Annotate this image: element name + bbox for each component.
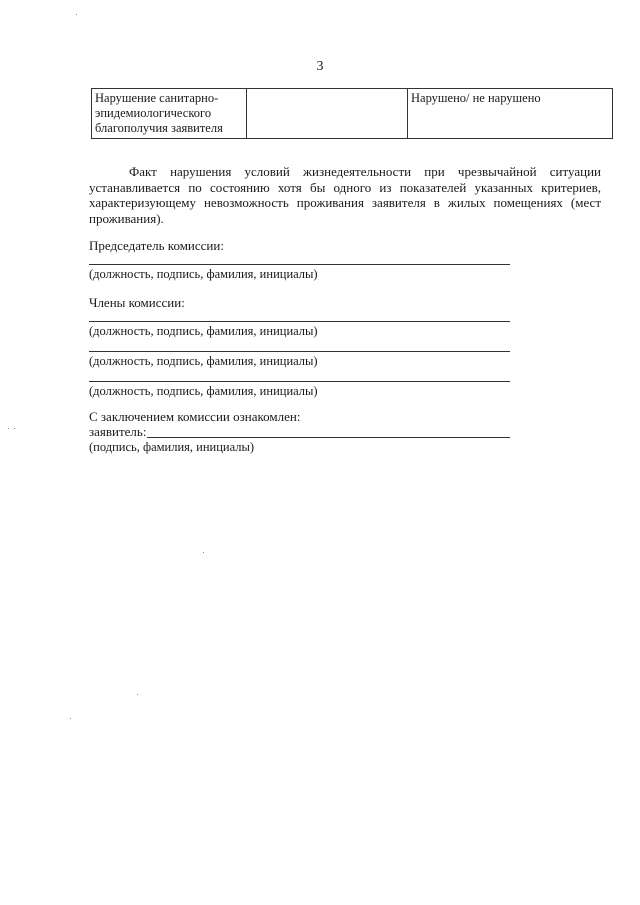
member-caption-1: (должность, подпись, фамилия, инициалы) (89, 324, 318, 338)
applicant-caption: (подпись, фамилия, инициалы) (89, 440, 255, 454)
member-signature-line-2 (89, 351, 510, 352)
scan-speck (76, 14, 77, 15)
criterion-cell: Нарушение санитарно-эпидемиологического благополучия заявителя (92, 89, 247, 139)
member-caption-3: (должность, подпись, фамилия, инициалы) (89, 384, 318, 398)
scan-speck (14, 428, 15, 429)
criteria-table (91, 88, 613, 139)
applicant-label: заявитель: (89, 424, 147, 439)
scan-speck (137, 694, 138, 695)
member-signature-line-1 (89, 321, 510, 322)
applicant-signature-line (147, 437, 510, 438)
table-row (92, 89, 613, 139)
members-label: Члены комиссии: (89, 295, 185, 310)
assessment-cell: Нарушено/ не нарушено (408, 89, 613, 139)
member-signature-line-3 (89, 381, 510, 382)
scan-speck (203, 552, 204, 553)
value-cell (247, 89, 408, 139)
acknowledged-label: С заключением комиссии ознакомлен: (89, 409, 301, 424)
chairman-signature-line (89, 264, 510, 265)
chairman-caption: (должность, подпись, фамилия, инициалы) (89, 267, 318, 281)
chairman-label: Председатель комиссии: (89, 238, 224, 253)
member-caption-2: (должность, подпись, фамилия, инициалы) (89, 354, 318, 368)
page-number: 3 (316, 59, 324, 74)
scan-speck (70, 718, 71, 719)
scan-speck (8, 428, 9, 429)
body-paragraph: Факт нарушения условий жизнедеятельности при чрезвычайной ситуации устанавливается по состоянию хотя бы одного из показателей указанных критериев, характеризующему невозможность проживания заявителя в жилых помещениях (мест проживания). (89, 164, 601, 226)
